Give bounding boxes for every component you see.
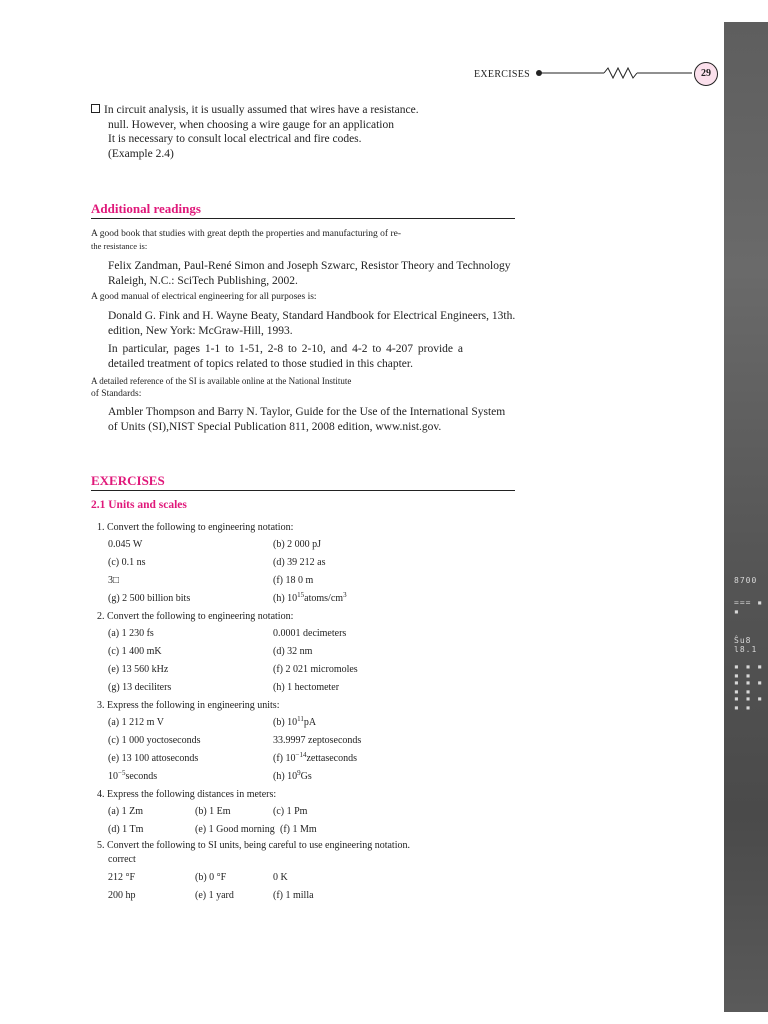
sidebar-mark: 8700 (734, 576, 758, 585)
exercise-item: (b) 2 000 pJ (273, 539, 322, 550)
exercise-row (91, 732, 531, 750)
wire-resistance-note (91, 103, 521, 161)
exercise-item: seconds (125, 771, 158, 782)
exercise-item: 11 (297, 715, 304, 723)
exercise-question: 1. Convert the following to engineering notation: (97, 522, 294, 533)
exercise-item: (c) 1 400 mK (108, 646, 162, 657)
exercise-item: (b) 1 Em (195, 806, 231, 817)
reading-intro: A detailed reference of the SI is available online at the National Institute of Standards: (91, 376, 352, 399)
exercise-item: 3□ (108, 575, 120, 586)
exercise-list (91, 519, 531, 905)
reading-reference: Ambler Thompson and Barry N. Taylor, Guide for the Use of the International System of Units (SI),NIST Special Publication 811, 2008 edition, www.nist.gov. (108, 406, 506, 433)
sidebar-mark: ▪ ▪ ▪ ▪ ▪ (734, 662, 764, 680)
reading-intro: A good manual of electrical engineering for all purposes is: (91, 292, 317, 302)
reading-intro: A good book that studies with great depth the properties and manufacturing of re- the resistance is: (91, 229, 401, 251)
exercise-row (91, 887, 531, 905)
exercise-item: (c) 0.1 ns (108, 557, 146, 568)
exercise-item: 3 (343, 591, 347, 599)
sidebar-mark: ▪ ▪ ▪ ▪ ▪ (734, 694, 764, 712)
exercise-question: 4. Express the following distances in meters: (97, 789, 277, 800)
reading-reference: Donald G. Fink and H. Wayne Beaty, Standard Handbook for Electrical Engineers, 13th. edition, New York: McGraw-Hill, 1993. (108, 310, 516, 337)
note-line: It is necessary to consult local electrical and fire codes. (108, 133, 362, 145)
exercise-item: (c) 1 Pm (273, 806, 308, 817)
exercise-item: (e) 13 560 kHz (108, 664, 169, 675)
exercise-item: 15 (297, 591, 305, 599)
section-title-readings: Additional readings (91, 201, 515, 219)
exercise-row (91, 536, 531, 554)
exercise-item: 0.045 W (108, 539, 143, 550)
exercise-item: (e) 1 Good morning (195, 824, 275, 835)
running-header (470, 62, 722, 86)
reading-reference: In particular, pages 1-1 to 1-51, 2-8 to 2-10, and 4-2 to 4-207 provide a detailed treatment of topics related to those studied in this chapter. (108, 343, 463, 370)
exercise-item: (f) 1 Mm (280, 824, 317, 835)
exercise-row (91, 679, 531, 697)
page-number: 29 (694, 62, 718, 86)
exercise-item: −14 (295, 751, 307, 759)
exercise-item: (a) 1 Zm (108, 806, 143, 817)
exercise-row (91, 661, 531, 679)
exercise-item: (h) 1 hectometer (273, 682, 340, 693)
exercise-item: (a) 1 212 m V (108, 717, 164, 728)
checkbox-bullet-icon (91, 104, 100, 113)
exercise-item: (h) 10 (273, 771, 298, 782)
exercise-item: (f) 18 0 m (273, 575, 314, 586)
note-line: In circuit analysis, it is usually assumed that wires have a resistance. (104, 104, 419, 116)
reading-reference: Felix Zandman, Paul-René Simon and Joseph Szwarc, Resistor Theory and Technology Raleigh, N.C.: SciTech Publishing, 2002. (108, 260, 511, 287)
exercise-item: (d) 39 212 as (273, 557, 326, 568)
exercise-question: 2. Convert the following to engineering notation: (97, 611, 294, 622)
exercise-item: 33.9997 zeptoseconds (273, 735, 362, 746)
resistor-icon (534, 66, 694, 82)
header-label: EXERCISES (474, 69, 531, 80)
exercise-item: 10 (108, 771, 118, 782)
exercise-item: (g) 13 deciliters (108, 682, 172, 693)
sidebar-mark: === ▪ ▪ (734, 598, 764, 616)
exercise-row (91, 821, 531, 839)
exercise-item: (d) 1 Tm (108, 824, 144, 835)
exercise-item: zettaseconds (306, 753, 357, 764)
exercise-row (91, 590, 531, 608)
exercise-row (91, 750, 531, 768)
exercise-item: 212 °F (108, 872, 136, 883)
exercise-item: 9 (297, 769, 301, 777)
exercise-item: Gs (300, 771, 312, 782)
exercise-item: (c) 1 000 yoctoseconds (108, 735, 201, 746)
exercise-question: 5. Convert the following to SI units, being careful to use engineering notation. (97, 840, 410, 851)
subsection-title: 2.1 Units and scales (91, 499, 187, 511)
exercise-item: 200 hp (108, 890, 136, 901)
exercise-item: pA (303, 717, 317, 728)
exercise-item: (g) 2 500 billion bits (108, 593, 191, 604)
exercise-item: 0 K (273, 872, 288, 883)
exercise-row (91, 572, 531, 590)
exercise-row (91, 643, 531, 661)
exercise-item: (f) 2 021 micromoles (273, 664, 358, 675)
exercise-question: correct (108, 854, 136, 865)
sidebar-mark: ▪ ▪ ▪ ▪ ▪ (734, 678, 764, 696)
exercise-item: (f) 1 milla (273, 890, 314, 901)
exercise-item: (b) 0 °F (195, 872, 227, 883)
note-line: null. However, when choosing a wire gauge for an application (108, 118, 394, 131)
exercise-row (91, 714, 531, 732)
section-title-exercises: EXERCISES (91, 473, 515, 491)
exercise-row (91, 625, 531, 643)
exercise-row (91, 768, 531, 786)
exercise-item: (a) 1 230 fs (108, 628, 154, 639)
exercise-item: atoms/cm (304, 593, 344, 604)
exercise-question: 3. Express the following in engineering units: (97, 700, 280, 711)
exercise-row (91, 869, 531, 887)
exercise-item: 0.0001 decimeters (273, 628, 347, 639)
exercise-item: (e) 1 yard (195, 890, 234, 901)
exercise-row (91, 554, 531, 572)
exercise-item: −5 (118, 769, 126, 777)
exercise-item: (b) 10 (273, 717, 298, 728)
sidebar-mark: Ŝu8 l8.1 (734, 636, 758, 654)
decorative-sidebar (724, 22, 768, 1012)
exercise-item: (e) 13 100 attoseconds (108, 753, 199, 764)
exercise-row (91, 803, 531, 821)
note-line: (Example 2.4) (108, 147, 174, 160)
exercise-item: (f) 10 (273, 753, 296, 764)
exercise-item: (d) 32 nm (273, 646, 313, 657)
exercise-item: (h) 10 (273, 593, 298, 604)
